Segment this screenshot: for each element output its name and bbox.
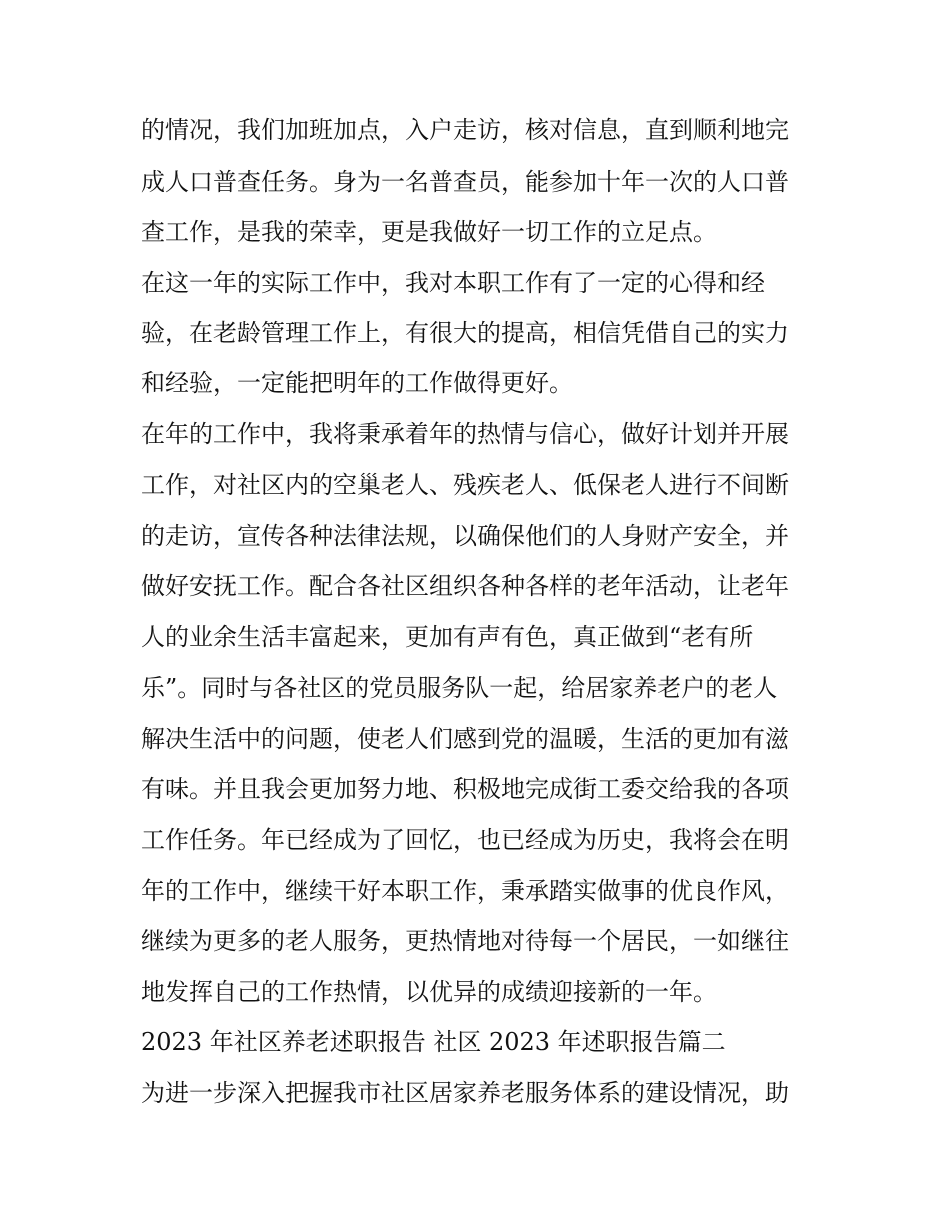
paragraph-line: 验，在老龄管理工作上，有很大的提高，相信凭借自己的实力 <box>141 319 789 347</box>
paragraph-line: 解决生活中的问题，使老人们感到党的温暖，生活的更加有滋 <box>141 725 789 753</box>
paragraph-line: 和经验，一定能把明年的工作做得更好。 <box>141 369 573 397</box>
paragraph-line: 继续为更多的老人服务，更热情地对待每一个居民，一如继往 <box>141 927 789 955</box>
paragraph-line: 的情况，我们加班加点，入户走访，核对信息，直到顺利地完 <box>141 116 789 144</box>
paragraph-line: 为进一步深入把握我市社区居家养老服务体系的建设情况，助 <box>141 1079 789 1107</box>
paragraph-line: 人的业余生活丰富起来，更加有声有色，真正做到“老有所 <box>141 623 754 651</box>
paragraph-line: 地发挥自己的工作热情，以优异的成绩迎接新的一年。 <box>141 978 717 1006</box>
paragraph-line: 工作，对社区内的空巢老人、残疾老人、低保老人进行不间断 <box>141 471 789 499</box>
paragraph-line: 做好安抚工作。配合各社区组织各种各样的老年活动，让老年 <box>141 572 789 600</box>
paragraph-line: 有味。并且我会更加努力地、积极地完成街工委交给我的各项 <box>141 775 789 803</box>
section-heading: 2023 年社区养老述职报告 社区 2023 年述职报告篇二 <box>141 1028 726 1056</box>
paragraph-line: 在这一年的实际工作中，我对本职工作有了一定的心得和经 <box>141 269 765 297</box>
paragraph-line: 乐”。同时与各社区的党员服务队一起，给居家养老户的老人 <box>141 674 778 702</box>
paragraph-line: 在年的工作中，我将秉承着年的热情与信心，做好计划并开展 <box>141 420 789 448</box>
paragraph-line: 成人口普查任务。身为一名普查员，能参加十年一次的人口普 <box>141 168 789 196</box>
paragraph-line: 年的工作中，继续干好本职工作，秉承踏实做事的优良作风， <box>141 877 789 905</box>
paragraph-line: 工作任务。年已经成为了回忆，也已经成为历史，我将会在明 <box>141 826 789 854</box>
paragraph-line: 的走访，宣传各种法律法规，以确保他们的人身财产安全，并 <box>141 522 789 550</box>
paragraph-line: 查工作，是我的荣幸，更是我做好一切工作的立足点。 <box>141 218 717 246</box>
